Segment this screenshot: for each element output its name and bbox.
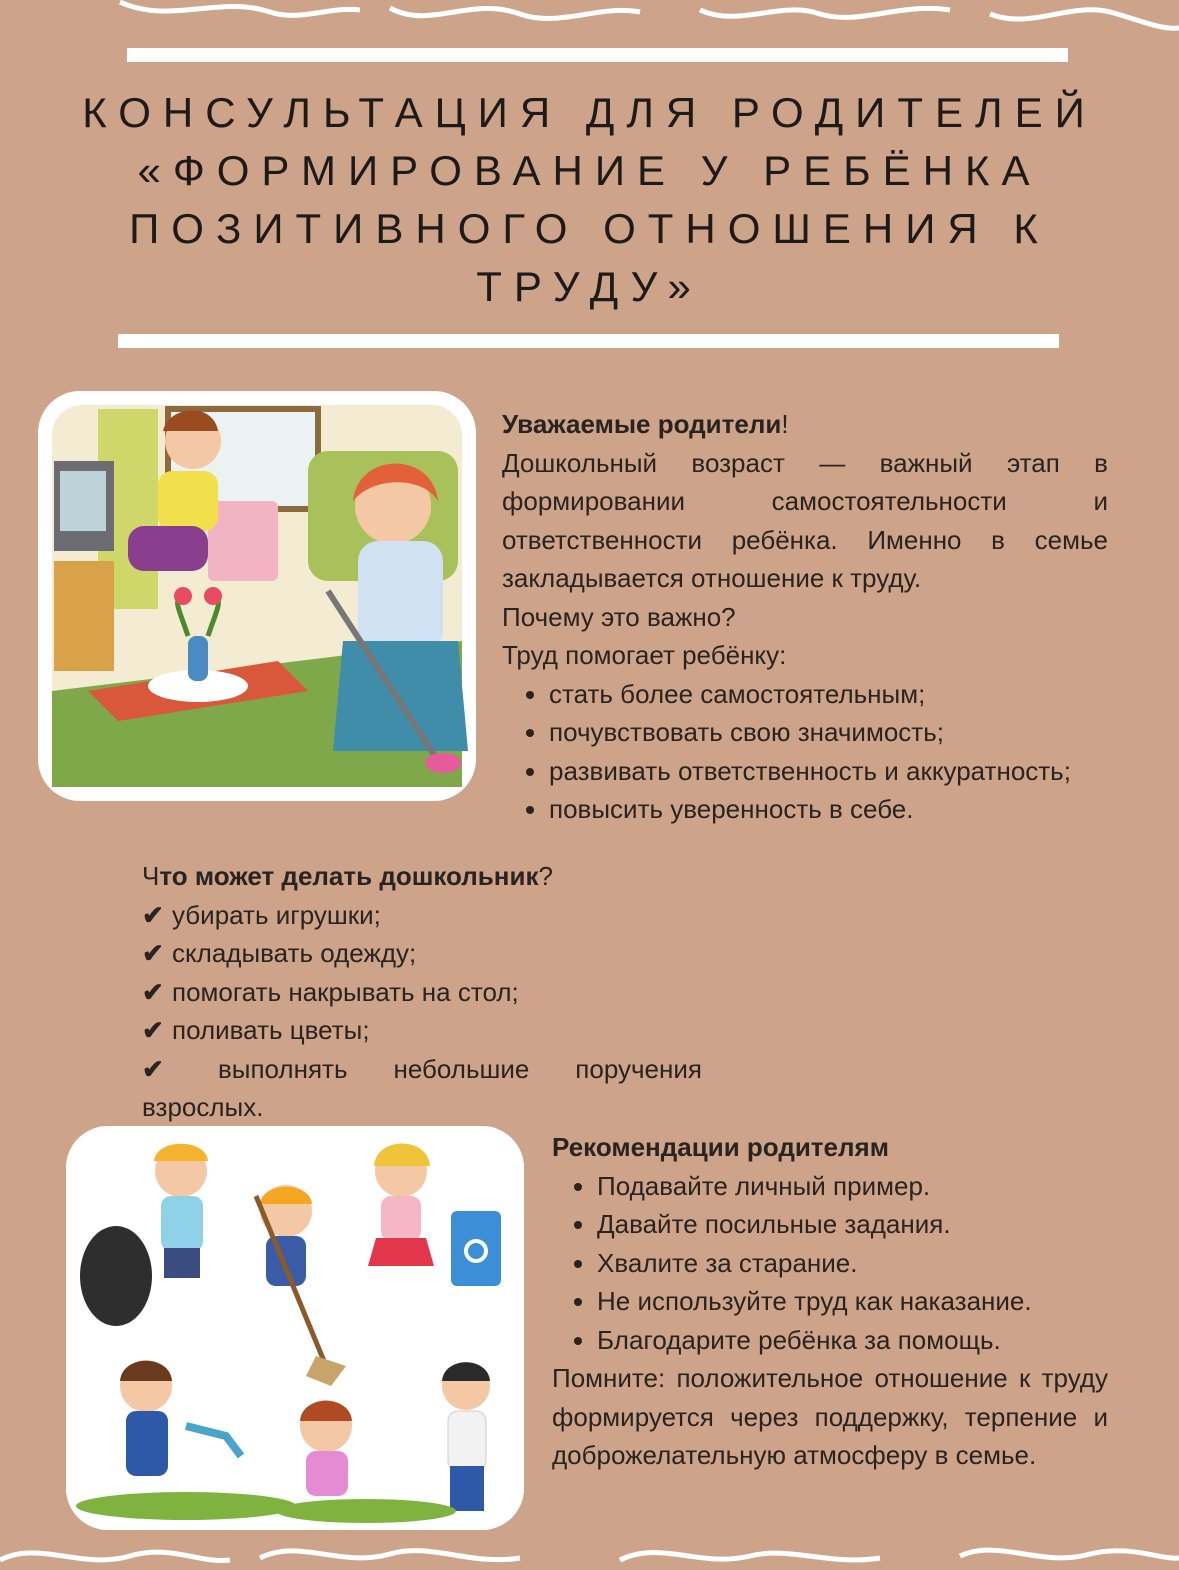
decorative-wave-bottom [0,1520,1179,1570]
list-item: • Не используйте труд как наказание. [597,1282,1108,1321]
list-item [142,973,702,1012]
greeting-mark: ! [781,409,789,439]
list-item: • Хвалите за старание. [597,1244,1108,1283]
cleaning-family-illustration [38,391,476,801]
greeting [502,405,1108,444]
recommendations-list [552,1167,1108,1360]
list-item [142,1050,702,1127]
closing-paragraph: Помните: положительное отношение к труду формируется через поддержку, терпение и доброжелательную атмосферу в семье. [552,1363,1108,1470]
title-line-4: ТРУДУ» [476,263,703,310]
check-mark-icon: ✔ [142,938,164,968]
list-item: • развивать ответственность и аккуратность; [549,752,1108,791]
task-text: поливать цветы; [172,1015,370,1045]
benefits-list [502,675,1108,829]
cleaning-scene-icon [38,391,476,801]
children-helping-icon [66,1126,524,1530]
list-item: • Подавайте личный пример. [597,1167,1108,1206]
children-helping-illustration [66,1126,524,1530]
list-item: • Благодарите ребёнка за помощь. [597,1321,1108,1360]
intro-paragraph: Дошкольный возраст — важный этап в формировании самостоятельности и ответственности ребёнка. Именно в семье закладывается отношение к труду. [502,447,1108,593]
check-mark-icon: ✔ [142,976,164,1007]
intro-section [502,405,1108,829]
tasks-heading-prefix: Ч [142,861,160,891]
benefits-lead: Труд помогает ребёнку: [502,640,787,670]
tasks-heading [142,857,702,896]
list-item: • почувствовать свою значимость; [549,713,1108,752]
list-item [142,934,702,973]
check-mark-icon: ✔ [142,1053,164,1084]
tasks-heading-mark: ? [538,861,553,891]
list-item: • стать более самостоятельным; [549,675,1108,714]
decorative-wave-top [0,0,1179,50]
page-title [60,84,1119,316]
greeting-bold: Уважаемые родители [502,409,782,439]
list-item: • повысить уверенность в себе. [549,790,1108,829]
tasks-heading-bold: то может делать дошкольник [159,861,539,891]
title-line-1: КОНСУЛЬТАЦИЯ ДЛЯ РОДИТЕЛЕЙ [82,89,1097,136]
recommendations-heading: Рекомендации родителям [552,1132,889,1162]
task-text: помогать накрывать на стол; [172,976,519,1007]
list-item [142,1011,702,1050]
list-item: • Давайте посильные задания. [597,1205,1108,1244]
intro-question: Почему это важно? [502,601,736,632]
title-line-3: ПОЗИТИВНОГО ОТНОШЕНИЯ К [129,205,1050,252]
recommendations-section [552,1128,1108,1475]
tasks-section [142,857,702,1127]
task-text: выполнять небольшие поручения взрослых. [142,1053,702,1122]
title-line-2: «ФОРМИРОВАНИЕ У РЕБЁНКА [137,147,1042,194]
task-text: убирать игрушки; [172,899,381,930]
top-divider [127,48,1068,62]
list-item [142,896,702,935]
task-text: складывать одежду; [172,938,417,968]
check-mark-icon: ✔ [142,899,164,930]
check-mark-icon: ✔ [142,1015,164,1045]
title-divider [118,334,1059,348]
